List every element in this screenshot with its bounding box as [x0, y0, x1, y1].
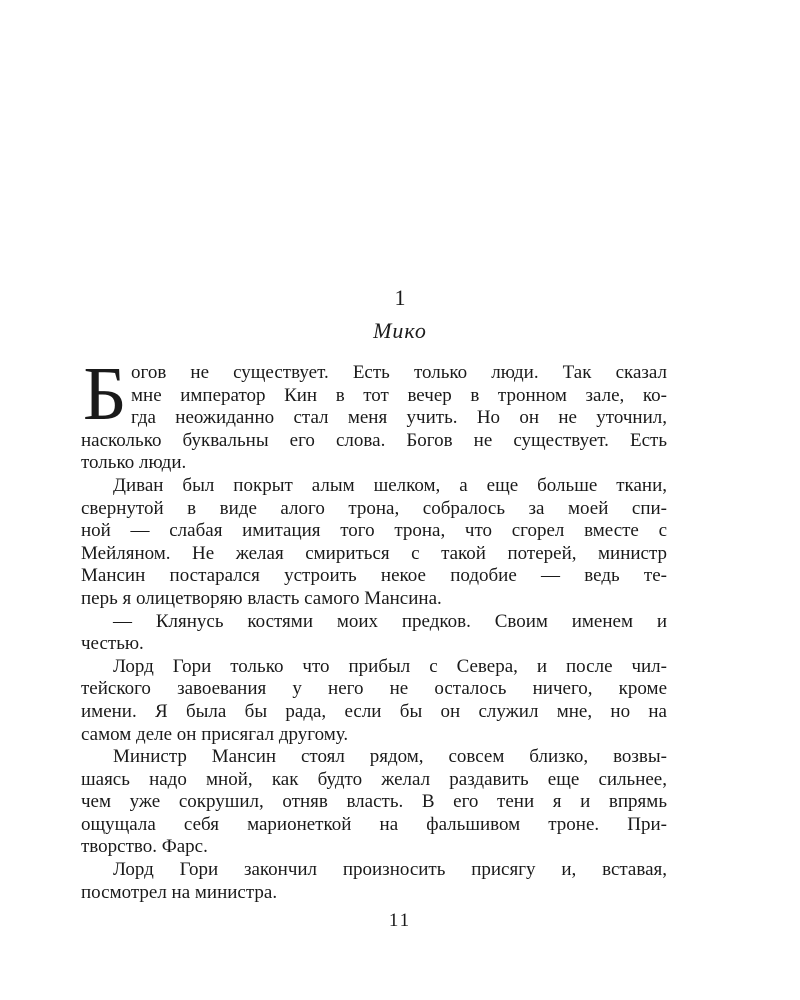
text-line: свернутой в виде алого трона, собралось за моей спи- — [81, 497, 667, 519]
chapter-body — [81, 352, 667, 904]
text-line: ной — слабая имитация того трона, что сгорел вместе с — [81, 520, 667, 542]
text-line: творство. Фарс. — [81, 836, 208, 858]
text-line: насколько буквальны его слова. Богов не существует. Есть — [81, 429, 667, 451]
chapter-number: 1 — [394, 285, 406, 310]
text-line: тейского завоевания у него не осталось ничего, кроме — [81, 678, 667, 700]
dialogue-paragraph — [81, 611, 667, 656]
text-line: гда неожиданно стал меня учить. Но он не уточнил, — [131, 407, 667, 429]
text-line: честью. — [81, 633, 144, 655]
text-line: — Клянусь костями моих предков. Своим именем и — [113, 610, 667, 632]
text-line: мне император Кин в тот вечер в тронном зале, ко- — [131, 384, 667, 406]
text-line: Лорд Гори закончил произносить присягу и, вставая, — [113, 859, 667, 881]
text-line: Диван был покрыт алым шелком, а еще больше ткани, — [113, 474, 667, 496]
page-number: 11 — [388, 910, 412, 931]
text-line: Мансин постарался устроить некое подобие — ведь те- — [81, 565, 667, 587]
drop-cap: Б — [83, 352, 127, 436]
text-line: Министр Мансин стоял рядом, совсем близко, возвы- — [113, 746, 667, 768]
paragraph — [81, 656, 667, 746]
text-line: самом деле он присягал другому. — [81, 723, 349, 745]
text-line: Мейляном. Не желая смириться с такой потерей, министр — [81, 542, 667, 564]
text-line: только люди. — [81, 452, 187, 474]
paragraph — [81, 859, 667, 904]
opening-paragraph — [81, 352, 667, 475]
text-line: посмотрел на министра. — [81, 881, 278, 903]
paragraph — [81, 746, 667, 859]
text-line: Лорд Гори только что прибыл с Севера, и после чил- — [113, 655, 667, 677]
text-line: ощущала себя марионеткой на фальшивом троне. При- — [81, 813, 667, 835]
paragraph — [81, 475, 667, 611]
text-line: имени. Я была бы рада, если бы он служил мне, но на — [81, 700, 667, 722]
text-line: шаясь надо мной, как будто желал раздавить еще сильнее, — [81, 768, 667, 790]
chapter-title: Мико — [373, 318, 427, 343]
text-line: перь я олицетворяю власть самого Мансина. — [81, 587, 442, 609]
text-line: чем уже сокрушил, отняв власть. В его тени я и впрямь — [81, 791, 667, 813]
text-line: огов не существует. Есть только люди. Так сказал — [131, 362, 667, 383]
